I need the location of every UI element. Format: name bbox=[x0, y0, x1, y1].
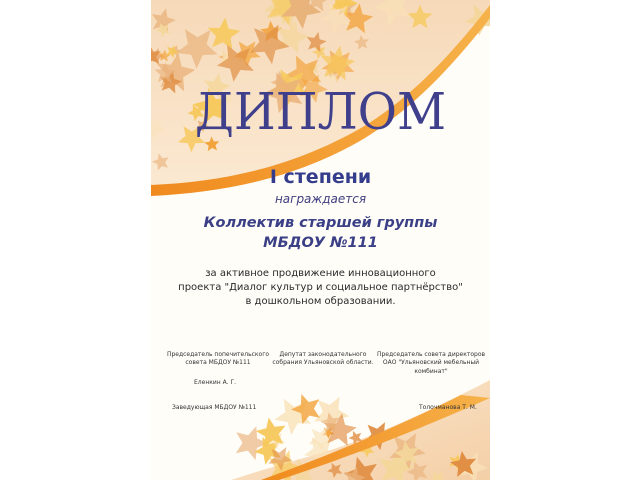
signature-deputy: Депутат законодательного собрания Ульяновской области. bbox=[272, 351, 374, 367]
signature-head: Заведующая МБДОУ №111 bbox=[172, 404, 257, 411]
signature-directors-chair: Председатель совета директоров ОАО "Ульяновский мебельный комбинат" bbox=[376, 351, 486, 375]
diploma-title: ДИПЛОМ bbox=[194, 82, 447, 142]
awarded-label: награждается bbox=[274, 192, 367, 206]
signature-board-chair-name: Еленкин А. Г. bbox=[194, 379, 237, 386]
diploma-degree: I степени bbox=[269, 166, 372, 188]
reason-line-2: проекта "Диалог культур и социальное партнёрство" bbox=[178, 282, 463, 293]
diploma-sheet bbox=[151, 0, 490, 480]
reason-line-1: за активное продвижение инновационного bbox=[205, 268, 436, 279]
reason-line-3: в дошкольном образовании. bbox=[245, 296, 396, 307]
recipient-line-2: МБДОУ №111 bbox=[263, 235, 378, 251]
signature-head-name: Толочманова Т. М. bbox=[419, 404, 477, 411]
recipient-line-1: Коллектив старшей группы bbox=[203, 215, 438, 231]
signature-board-chair: Председатель попечительского совета МБДОУ №111 bbox=[166, 351, 270, 367]
